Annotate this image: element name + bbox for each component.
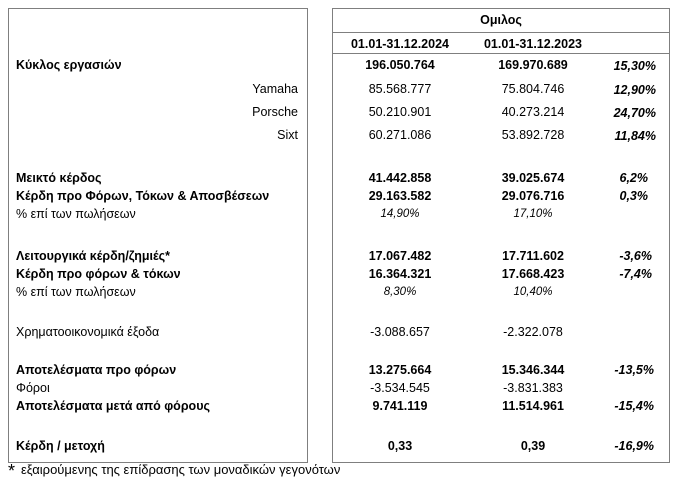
row-value-2023: 10,40% [513,286,553,298]
row-value-2023: 29.076.716 [501,189,565,203]
row-label: Κέρδη προ φόρων & τόκων [16,267,181,281]
row-change-pct: 6,2% [619,171,648,185]
row-label: Μεικτό κέρδος [16,171,102,185]
group-header: Ομιλος [480,13,522,27]
row-value-2024: 41.442.858 [368,171,432,185]
row-label: Αποτελέσματα μετά από φόρους [16,399,210,413]
row-value-2024: 29.163.582 [368,189,432,203]
row-value-2024: 9.741.119 [372,399,428,413]
row-change-pct: 11,84% [614,129,656,143]
footnote-marker: * [8,461,16,481]
row-label: Αποτελέσματα προ φόρων [16,363,177,377]
row-change-pct: 0,3% [619,189,648,203]
column-header-2023: 01.01-31.12.2023 [483,37,582,51]
row-value-2023: 53.892.728 [501,128,565,142]
footnote-text: εξαιρούμενης της επίδρασης των μοναδικών γεγονότων [21,462,341,477]
row-change-pct: -7,4% [619,267,652,281]
row-value-2023: 40.273.214 [501,105,565,119]
row-label: Κύκλος εργασιών [16,58,122,72]
row-value-2024: -3.088.657 [370,325,430,339]
row-value-2023: 11.514.961 [502,399,564,413]
row-value-2024: 0,33 [387,439,413,453]
row-value-2023: 75.804.746 [501,82,565,96]
row-label: Κέρδη προ Φόρων, Τόκων & Αποσβέσεων [16,189,270,203]
row-value-2024: -3.534.545 [370,381,430,395]
row-change-pct: 12,90% [613,83,656,97]
row-value-2024: 196.050.764 [365,58,435,72]
row-value-2023: -2.322.078 [503,325,563,339]
row-label: Χρηματοοικονομικά έξοδα [16,325,160,339]
row-value-2023: 0,39 [520,439,546,453]
row-value-2023: 15.346.344 [501,363,565,377]
row-value-2024: 8,30% [383,286,417,298]
labels-panel [8,8,308,463]
header-divider-2 [332,53,670,54]
row-value-2024: 85.568.777 [368,82,432,96]
row-label: Yamaha [252,82,298,96]
row-value-2023: 17.711.602 [502,249,564,263]
row-label: Sixt [277,128,298,142]
row-value-2023: 39.025.674 [501,171,565,185]
header-divider-1 [332,32,670,33]
row-label: Κέρδη / μετοχή [16,439,105,453]
row-value-2023: -3.831.383 [503,381,563,395]
row-value-2023: 17,10% [513,208,553,220]
row-value-2024: 13.275.664 [368,363,432,377]
row-value-2023: 17.668.423 [501,267,565,281]
row-change-pct: 15,30% [613,59,656,73]
row-change-pct: -16,9% [614,439,654,453]
row-value-2024: 16.364.321 [368,267,432,281]
row-change-pct: -13,5% [614,363,654,377]
row-change-pct: -15,4% [614,399,654,413]
row-value-2024: 14,90% [380,208,420,220]
row-label: Φόροι [16,381,50,395]
row-label: Λειτουργικά κέρδη/ζημιές* [16,249,171,263]
row-label: Porsche [252,105,298,119]
row-change-pct: 24,70% [613,106,656,120]
footnote [8,461,340,482]
column-header-2024: 01.01-31.12.2024 [350,37,449,51]
row-label: % επί των πωλήσεων [16,207,136,221]
row-change-pct: -3,6% [619,249,652,263]
row-label: % επί των πωλήσεων [16,285,136,299]
row-value-2023: 169.970.689 [498,58,568,72]
row-value-2024: 50.210.901 [368,105,432,119]
row-value-2024: 60.271.086 [368,128,432,142]
row-value-2024: 17.067.482 [368,249,432,263]
